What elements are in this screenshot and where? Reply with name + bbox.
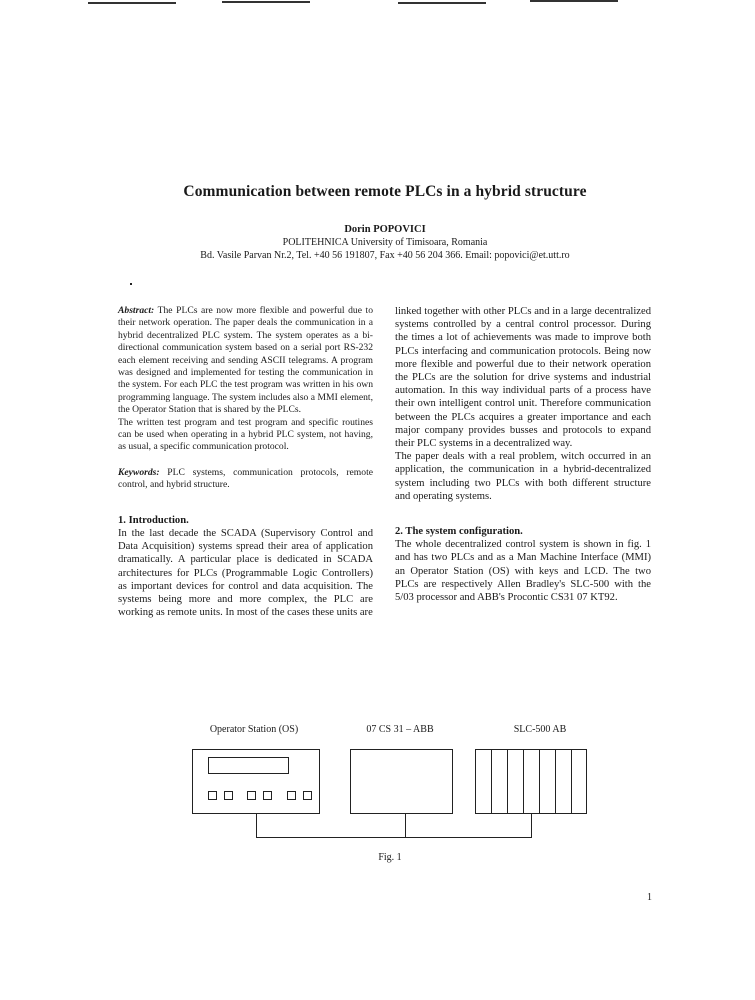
abstract-text-2: The written test program and test program and specific routines can be used when operating in a hybrid PLC system, not having, as usual, a specific communication protocol. bbox=[118, 416, 373, 453]
introduction-text: In the last decade the SCADA (Supervisory Control and Data Acquisition) systems spread their area of application dramatically. A particular place is dedicated in SCADA architectures for PLCs (Programmable Logic Controllers) as important devices for control and data acquisition. The systems being more and more complex, the PLC are working as remote units. In most of the cases these units are bbox=[118, 527, 373, 619]
rack-slot-divider bbox=[507, 750, 508, 813]
abstract-label: Abstract: bbox=[118, 305, 155, 316]
figure-1 bbox=[180, 720, 600, 870]
author-name: Dorin POPOVICI bbox=[344, 224, 426, 235]
abstract-text: The PLCs are now more flexible and powerful due to their network operation. The paper deals the communication in a hybrid decentralized PLC system. The system operates as a bi-directional communication system based on a serial port RS-232 each element receiving and sending ASCII telegrams. A program was designed and implemented for testing the communication in the system. For each PLC the test program was written in his own programming language. The system includes also a MMI element, the Operator Station that is shared by the PLCs. bbox=[118, 305, 373, 416]
body-paragraph: linked together with other PLCs and in a large decentralized systems controlled by a central control processor. During the times a lot of achievements was made to improve both PLCs interfacing and communication protocols. Being now more flexible and powerful due to their network operation the PLCs are the solution for drive systems and industrial automation. In this way individual parts of a process have their own intelligent control unit. Therefore communication between the PLCs acquires a greater importance and each major company provides busses and protocols to expand their PLC systems in a decentralized way. bbox=[395, 306, 651, 450]
scan-mark bbox=[222, 1, 310, 3]
key bbox=[247, 791, 256, 800]
keywords-label: Keywords: bbox=[118, 466, 160, 478]
bus-line-abb-drop bbox=[405, 814, 406, 838]
page-number: 1 bbox=[647, 892, 652, 903]
abb-plc-box bbox=[350, 749, 453, 814]
keywords-text: PLC systems, communication protocols, remote control, and hybrid structure. bbox=[118, 466, 373, 491]
key bbox=[287, 791, 296, 800]
bus-line-os-drop bbox=[256, 814, 257, 838]
operator-station-box bbox=[192, 749, 320, 814]
rack-slot-divider bbox=[555, 750, 556, 813]
abstract bbox=[118, 305, 373, 492]
figure-label-slc-plc: SLC-500 AB bbox=[513, 724, 567, 735]
system-configuration-text: The whole decentralized control system is shown in fig. 1 and has two PLCs and as a Man Machine Interface (MMI) an Operator Station (OS) with keys and LCD. The two PLCs are respectively Allen Bradley's SLC-500 with the 5/03 processor and ABB's Procontic CS31 07 KT92. bbox=[395, 539, 651, 604]
key bbox=[263, 791, 272, 800]
scan-mark bbox=[398, 2, 486, 4]
body-paragraph: The paper deals with a real problem, witch occurred in an application, the communication in a hybrid-decentralized system including two PLCs with both different structure and operating systems. bbox=[395, 451, 651, 502]
figure-caption: Fig. 1 bbox=[378, 852, 402, 863]
communication-bus-line bbox=[256, 837, 532, 838]
section-heading-system-configuration: 2. The system configuration. bbox=[395, 526, 523, 538]
section-heading-introduction: 1. Introduction. bbox=[118, 514, 189, 526]
lcd-display bbox=[208, 757, 289, 774]
left-column bbox=[118, 305, 373, 619]
bus-line-slc-drop bbox=[531, 814, 532, 838]
author-affiliation: POLITEHNICA University of Timisoara, Romania bbox=[282, 237, 488, 248]
figure-label-operator-station: Operator Station (OS) bbox=[209, 724, 299, 735]
rack-slot-divider bbox=[539, 750, 540, 813]
key bbox=[224, 791, 233, 800]
scan-mark bbox=[88, 2, 176, 4]
rack-slot-divider bbox=[523, 750, 524, 813]
paper-title: Communication between remote PLCs in a hybrid structure bbox=[183, 183, 587, 200]
figure-label-abb-plc: 07 CS 31 – ABB bbox=[366, 724, 434, 735]
key bbox=[303, 791, 312, 800]
right-column bbox=[395, 305, 651, 604]
scan-mark bbox=[530, 0, 618, 2]
slc-500-rack bbox=[475, 749, 587, 814]
key bbox=[208, 791, 217, 800]
rack-slot-divider bbox=[491, 750, 492, 813]
scan-speck bbox=[130, 283, 132, 285]
author-address: Bd. Vasile Parvan Nr.2, Tel. +40 56 191807, Fax +40 56 204 366. Email: popovici@et.utt.ro bbox=[200, 250, 570, 261]
rack-slot-divider bbox=[571, 750, 572, 813]
